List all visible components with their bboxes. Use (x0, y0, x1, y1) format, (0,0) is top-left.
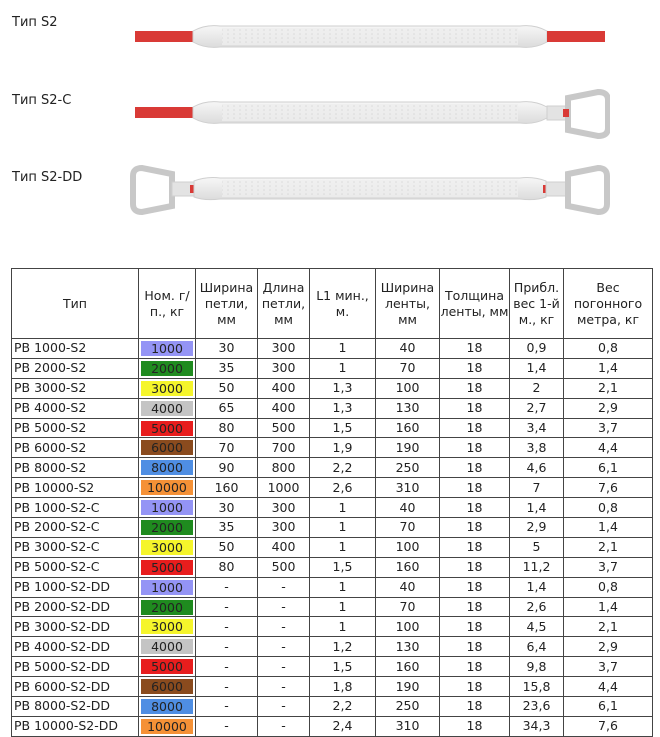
cell-loop-length: 300 (258, 498, 310, 518)
cell-loop-width: - (196, 677, 258, 697)
table-row (12, 398, 653, 418)
cell-band-width: 310 (376, 478, 440, 498)
cell-load (139, 617, 196, 637)
sling-s2-dd-illustration (130, 164, 610, 216)
cell-l1: 1,3 (310, 398, 376, 418)
load-color-badge: 2000 (141, 520, 193, 535)
cell-weight-first-meter: 1,4 (510, 498, 564, 518)
cell-load (139, 597, 196, 617)
cell-l1: 1 (310, 577, 376, 597)
cell-load (139, 378, 196, 398)
table-row (12, 478, 653, 498)
cell-weight-per-meter: 7,6 (564, 478, 653, 498)
cell-l1: 1,5 (310, 418, 376, 438)
cell-l1: 2,6 (310, 478, 376, 498)
cell-type: РВ 1000-S2 (12, 339, 139, 359)
cell-band-thickness: 18 (440, 677, 510, 697)
cell-l1: 1 (310, 358, 376, 378)
load-color-badge: 3000 (141, 619, 193, 634)
cell-weight-first-meter: 3,4 (510, 418, 564, 438)
table-row (12, 339, 653, 359)
table-row (12, 637, 653, 657)
header-l1: L1 мин., м. (310, 269, 376, 339)
cell-band-thickness: 18 (440, 716, 510, 736)
cell-type: РВ 3000-S2-С (12, 537, 139, 557)
cell-l1: 1 (310, 537, 376, 557)
load-color-badge: 8000 (141, 460, 193, 475)
table-row (12, 697, 653, 717)
cell-type: РВ 1000-S2-DD (12, 577, 139, 597)
cell-loop-length: - (258, 577, 310, 597)
cell-band-thickness: 18 (440, 597, 510, 617)
cell-loop-width: 35 (196, 358, 258, 378)
cell-type: РВ 4000-S2-DD (12, 637, 139, 657)
cell-weight-per-meter: 6,1 (564, 458, 653, 478)
cell-load (139, 398, 196, 418)
cell-l1: 2,2 (310, 458, 376, 478)
spec-table (11, 268, 653, 737)
cell-band-width: 40 (376, 339, 440, 359)
cell-load (139, 577, 196, 597)
load-color-badge: 4000 (141, 639, 193, 654)
table-row (12, 557, 653, 577)
cell-band-thickness: 18 (440, 458, 510, 478)
load-color-badge: 10000 (141, 480, 193, 495)
cell-loop-width: - (196, 637, 258, 657)
cell-type: РВ 4000-S2 (12, 398, 139, 418)
cell-loop-width: - (196, 617, 258, 637)
cell-l1: 1,5 (310, 557, 376, 577)
cell-weight-first-meter: 3,8 (510, 438, 564, 458)
cell-load (139, 498, 196, 518)
cell-band-width: 70 (376, 518, 440, 538)
cell-loop-width: 65 (196, 398, 258, 418)
cell-loop-width: - (196, 657, 258, 677)
cell-band-width: 40 (376, 498, 440, 518)
load-color-badge: 10000 (141, 719, 193, 734)
cell-load (139, 557, 196, 577)
cell-loop-length: - (258, 617, 310, 637)
cell-band-thickness: 18 (440, 478, 510, 498)
cell-weight-first-meter: 34,3 (510, 716, 564, 736)
cell-loop-length: 700 (258, 438, 310, 458)
cell-type: РВ 1000-S2-С (12, 498, 139, 518)
cell-band-width: 130 (376, 398, 440, 418)
cell-band-width: 310 (376, 716, 440, 736)
cell-weight-per-meter: 2,9 (564, 398, 653, 418)
ring-fitting-right (568, 92, 608, 136)
cell-type: РВ 5000-S2-DD (12, 657, 139, 677)
cell-load (139, 716, 196, 736)
cell-band-thickness: 18 (440, 378, 510, 398)
cell-weight-per-meter: 3,7 (564, 418, 653, 438)
cell-weight-per-meter: 2,1 (564, 378, 653, 398)
sling-s2-c-illustration (130, 88, 610, 140)
cell-type: РВ 3000-S2 (12, 378, 139, 398)
cell-load (139, 637, 196, 657)
cell-l1: 1,5 (310, 657, 376, 677)
cell-type: РВ 3000-S2-DD (12, 617, 139, 637)
cell-band-width: 190 (376, 438, 440, 458)
header-load: Ном. г/п., кг (139, 269, 196, 339)
cell-loop-length: - (258, 716, 310, 736)
cell-band-thickness: 18 (440, 398, 510, 418)
table-row (12, 378, 653, 398)
load-color-badge: 2000 (141, 361, 193, 376)
cell-weight-per-meter: 2,1 (564, 537, 653, 557)
type-label-s2-dd: Тип S2-DD (12, 170, 83, 185)
cell-loop-width: - (196, 577, 258, 597)
load-color-badge: 1000 (141, 341, 193, 356)
cell-type: РВ 10000-S2 (12, 478, 139, 498)
cell-loop-width: 35 (196, 518, 258, 538)
cell-type: РВ 2000-S2 (12, 358, 139, 378)
cell-loop-length: 400 (258, 398, 310, 418)
header-weight-per-meter: Вес погонного метра, кг (564, 269, 653, 339)
cell-loop-length: - (258, 597, 310, 617)
load-color-badge: 5000 (141, 560, 193, 575)
cell-loop-width: 80 (196, 557, 258, 577)
table-row (12, 498, 653, 518)
load-color-badge: 6000 (141, 440, 193, 455)
cell-band-thickness: 18 (440, 697, 510, 717)
cell-loop-length: 300 (258, 518, 310, 538)
table-row (12, 418, 653, 438)
cell-load (139, 518, 196, 538)
cell-band-width: 160 (376, 557, 440, 577)
cell-weight-first-meter: 9,8 (510, 657, 564, 677)
cell-band-width: 40 (376, 577, 440, 597)
red-end-left (135, 31, 193, 42)
load-color-badge: 5000 (141, 421, 193, 436)
table-row (12, 438, 653, 458)
table-row (12, 358, 653, 378)
cell-load (139, 677, 196, 697)
cell-load (139, 537, 196, 557)
cell-l1: 1 (310, 597, 376, 617)
cell-weight-per-meter: 3,7 (564, 557, 653, 577)
cell-type: РВ 8000-S2 (12, 458, 139, 478)
cell-l1: 1 (310, 339, 376, 359)
cell-band-thickness: 18 (440, 438, 510, 458)
cell-loop-width: 50 (196, 537, 258, 557)
table-row (12, 657, 653, 677)
cell-loop-length: 500 (258, 418, 310, 438)
cell-band-width: 70 (376, 358, 440, 378)
cell-band-width: 190 (376, 677, 440, 697)
load-color-badge: 5000 (141, 659, 193, 674)
type-label-s2-c: Тип S2-С (12, 93, 72, 108)
table-row (12, 537, 653, 557)
cell-band-thickness: 18 (440, 339, 510, 359)
table-row (12, 716, 653, 736)
cell-weight-first-meter: 4,6 (510, 458, 564, 478)
cell-weight-first-meter: 1,4 (510, 358, 564, 378)
cell-type: РВ 6000-S2 (12, 438, 139, 458)
cell-weight-first-meter: 23,6 (510, 697, 564, 717)
cell-l1: 1,2 (310, 637, 376, 657)
cell-band-width: 160 (376, 418, 440, 438)
cell-loop-width: 160 (196, 478, 258, 498)
cell-weight-per-meter: 1,4 (564, 518, 653, 538)
cell-band-thickness: 18 (440, 617, 510, 637)
cell-load (139, 418, 196, 438)
cell-load (139, 657, 196, 677)
cell-l1: 1,3 (310, 378, 376, 398)
cell-weight-first-meter: 15,8 (510, 677, 564, 697)
cell-band-thickness: 18 (440, 358, 510, 378)
cell-weight-first-meter: 1,4 (510, 577, 564, 597)
cell-band-thickness: 18 (440, 577, 510, 597)
cell-weight-per-meter: 3,7 (564, 657, 653, 677)
red-end-right (547, 31, 605, 42)
ring-fitting-right (568, 168, 607, 212)
red-end-left (135, 107, 193, 118)
cell-type: РВ 8000-S2-DD (12, 697, 139, 717)
header-weight-first-meter: Прибл. вес 1-й м., кг (510, 269, 564, 339)
cell-load (139, 478, 196, 498)
table-row (12, 458, 653, 478)
load-color-badge: 1000 (141, 580, 193, 595)
cell-loop-width: 90 (196, 458, 258, 478)
cell-band-width: 250 (376, 458, 440, 478)
cell-loop-width: - (196, 697, 258, 717)
cell-load (139, 438, 196, 458)
cell-loop-width: 30 (196, 339, 258, 359)
cell-type: РВ 5000-S2 (12, 418, 139, 438)
table-row (12, 577, 653, 597)
cell-type: РВ 2000-S2-С (12, 518, 139, 538)
load-color-badge: 3000 (141, 381, 193, 396)
cell-weight-per-meter: 1,4 (564, 597, 653, 617)
cell-loop-length: 300 (258, 339, 310, 359)
cell-loop-width: 30 (196, 498, 258, 518)
cell-loop-length: - (258, 697, 310, 717)
cell-load (139, 458, 196, 478)
cell-loop-width: 80 (196, 418, 258, 438)
cell-weight-first-meter: 2,7 (510, 398, 564, 418)
table-row (12, 677, 653, 697)
cell-band-thickness: 18 (440, 657, 510, 677)
header-loop-length: Длина петли, мм (258, 269, 310, 339)
cell-weight-per-meter: 2,1 (564, 617, 653, 637)
cell-weight-first-meter: 6,4 (510, 637, 564, 657)
header-band-width: Ширина ленты, мм (376, 269, 440, 339)
type-label-s2: Тип S2 (12, 15, 58, 30)
cell-band-thickness: 18 (440, 418, 510, 438)
table-row (12, 617, 653, 637)
cell-loop-length: 800 (258, 458, 310, 478)
cell-weight-per-meter: 7,6 (564, 716, 653, 736)
cell-type: РВ 10000-S2-DD (12, 716, 139, 736)
cell-load (139, 358, 196, 378)
cell-band-width: 100 (376, 617, 440, 637)
cell-weight-first-meter: 2,9 (510, 518, 564, 538)
cell-l1: 1 (310, 617, 376, 637)
header-band-thickness: Толщина ленты, мм (440, 269, 510, 339)
cell-loop-width: 70 (196, 438, 258, 458)
cell-l1: 1 (310, 498, 376, 518)
cell-band-thickness: 18 (440, 557, 510, 577)
cell-weight-first-meter: 4,5 (510, 617, 564, 637)
cell-loop-length: - (258, 657, 310, 677)
cell-loop-length: 400 (258, 378, 310, 398)
cell-weight-per-meter: 6,1 (564, 697, 653, 717)
cell-load (139, 339, 196, 359)
cell-load (139, 697, 196, 717)
cell-loop-width: - (196, 597, 258, 617)
cell-weight-first-meter: 5 (510, 537, 564, 557)
header-type: Тип (12, 269, 139, 339)
cell-loop-length: 500 (258, 557, 310, 577)
cell-l1: 1,8 (310, 677, 376, 697)
cell-loop-length: - (258, 677, 310, 697)
cell-type: РВ 2000-S2-DD (12, 597, 139, 617)
table-body (12, 339, 653, 737)
cell-weight-per-meter: 0,8 (564, 339, 653, 359)
table-row (12, 597, 653, 617)
cell-l1: 2,2 (310, 697, 376, 717)
cell-band-width: 100 (376, 537, 440, 557)
table-row (12, 518, 653, 538)
load-color-badge: 4000 (141, 401, 193, 416)
cell-weight-per-meter: 0,8 (564, 577, 653, 597)
header-loop-width: Ширина петли, мм (196, 269, 258, 339)
load-color-badge: 2000 (141, 600, 193, 615)
cell-weight-first-meter: 11,2 (510, 557, 564, 577)
cell-band-width: 250 (376, 697, 440, 717)
load-color-badge: 6000 (141, 679, 193, 694)
cell-weight-per-meter: 4,4 (564, 438, 653, 458)
cell-l1: 1 (310, 518, 376, 538)
load-color-badge: 1000 (141, 500, 193, 515)
cell-loop-length: 300 (258, 358, 310, 378)
cell-weight-first-meter: 0,9 (510, 339, 564, 359)
cell-weight-first-meter: 2,6 (510, 597, 564, 617)
cell-l1: 1,9 (310, 438, 376, 458)
cell-band-thickness: 18 (440, 537, 510, 557)
cell-weight-per-meter: 2,9 (564, 637, 653, 657)
cell-l1: 2,4 (310, 716, 376, 736)
cell-loop-width: - (196, 716, 258, 736)
table-header-row (12, 269, 653, 339)
cell-band-width: 100 (376, 378, 440, 398)
cell-loop-width: 50 (196, 378, 258, 398)
cell-weight-first-meter: 2 (510, 378, 564, 398)
cell-band-width: 160 (376, 657, 440, 677)
load-color-badge: 3000 (141, 540, 193, 555)
cell-loop-length: - (258, 637, 310, 657)
cell-band-thickness: 18 (440, 637, 510, 657)
cell-type: РВ 5000-S2-С (12, 557, 139, 577)
ring-fitting-left (133, 168, 172, 212)
cell-loop-length: 400 (258, 537, 310, 557)
cell-weight-first-meter: 7 (510, 478, 564, 498)
cell-band-width: 130 (376, 637, 440, 657)
cell-band-width: 70 (376, 597, 440, 617)
cell-loop-length: 1000 (258, 478, 310, 498)
cell-band-thickness: 18 (440, 518, 510, 538)
cell-weight-per-meter: 0,8 (564, 498, 653, 518)
load-color-badge: 8000 (141, 699, 193, 714)
cell-band-thickness: 18 (440, 498, 510, 518)
cell-weight-per-meter: 1,4 (564, 358, 653, 378)
cell-type: РВ 6000-S2-DD (12, 677, 139, 697)
sling-s2-illustration (130, 20, 610, 60)
cell-weight-per-meter: 4,4 (564, 677, 653, 697)
